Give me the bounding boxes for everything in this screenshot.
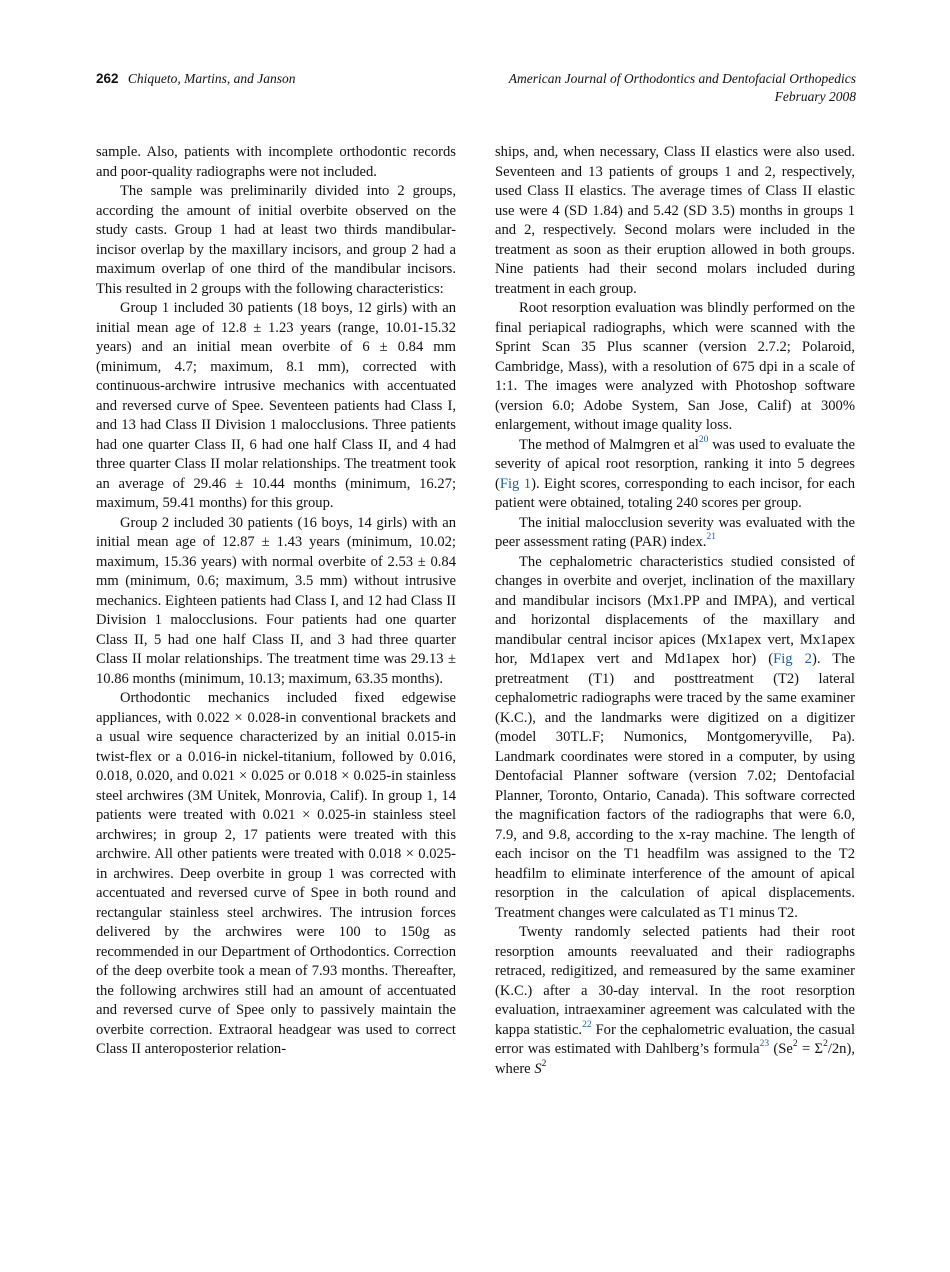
citation-20[interactable]: 20 bbox=[698, 434, 709, 445]
variable-s: S bbox=[534, 1060, 542, 1077]
paragraph: Root resorption evaluation was blindly performed on the final periapical radiographs, which were scanned with the Sprint Scan 35 Plus scanner (version 2.7.2; Polaroid, Cambridge, Mass), with a resolution of 675 dpi in a scale of 1:1. The images were analyzed with Photoshop software (version 6.0; Adobe System, San Jose, Calif) at 300% enlargement, without image quality loss. bbox=[495, 300, 855, 433]
citation-21[interactable]: 21 bbox=[706, 532, 716, 543]
text-run: Twenty randomly selected patients had their root resorption amounts reevaluated and their radiographs retraced, redigitized, and remeasured by the same examiner (K.C.) after a 30-day interval. In the root resorption evaluation, intraexaminer agreement was calculated with the kappa statistic. bbox=[495, 924, 855, 1038]
running-authors: Chiqueto, Martins, and Janson bbox=[127, 71, 296, 86]
superscript: 2 bbox=[541, 1058, 547, 1069]
paragraph: sample. Also, patients with incomplete orthodontic records and poor-quality radiographs were not included. bbox=[96, 144, 456, 180]
paragraph: Group 1 included 30 patients (18 boys, 12 girls) with an initial mean age of 12.8 ± 1.23 years (range, 10.01-15.32 years) and an initial mean overbite of 6 ± 0.84 mm (minimum, 4.7; maximum, 8.1 mm), corrected with continuous-archwire intrusive mechanics with accentuated and reversed curve of Spee. Seventeen patients had Class I, and 13 had Class II Division 1 malocclusions. Three patients had one quarter Class II, 6 had one half Class II, and 4 had three quarter Class II molar relationships. The treatment took an average of 29.46 ± 10.44 months (minimum, 16.27; maximum, 59.41 months) for this group. bbox=[96, 300, 456, 511]
paragraph: Orthodontic mechanics included fixed edgewise appliances, with 0.022 × 0.028-in conventional brackets and a usual wire sequence characterized by an initial 0.015-in twist-flex or a 0.016-in nickel-titanium, followed by 0.016, 0.018, 0.020, and 0.021 × 0.025 or 0.018 × 0.025-in stainless steel archwires (3M Unitek, Monrovia, Calif). In group 1, 14 patients were treated with 0.021 × 0.025-in stainless steel archwires; in group 2, 17 patients were treated with this archwire. All other patients were treated with 0.018 × 0.025-in archwires. Deep overbite in group 1 was corrected with accentuated and reversed curve of Spee in both round and rectangular stainless steel archwires. The intrusion forces delivered by the archwires were 100 to 150g as recommended in our Department of Orthodontics. Correction of the deep overbite took a mean of 7.93 months. Thereafter, the following archwires still had an amount of accentuated and reversed curve of Spee only to passively maintain the overbite correction. Extraoral headgear was used to correct Class II anteroposterior relation- bbox=[96, 690, 456, 1057]
page-number: 262 bbox=[96, 71, 119, 86]
paragraph: Group 2 included 30 patients (16 boys, 14 girls) with an initial mean age of 12.87 ± 1.43 years (minimum, 10.02; maximum, 15.36 years) with normal overbite of 2.53 ± 0.84 mm (minimum, 0.6; maximum, 3.5 mm) without intrusive mechanics. Eighteen patients had Class I, and 12 had Class II Division 1 malocclusions. Four patients had one quarter Class II, 5 had one half Class II, and 3 had three quarter Class II molar relationships. The treatment time was 29.13 ± 10.86 months (minimum, 10.13; maximum, 63.35 months). bbox=[96, 514, 456, 687]
superscript: 2 bbox=[792, 1039, 798, 1050]
figure-link-1[interactable]: Fig 1 bbox=[499, 475, 532, 492]
text-run: /2n), where bbox=[495, 1041, 855, 1077]
superscript: 2 bbox=[823, 1039, 828, 1050]
paragraph bbox=[495, 436, 855, 514]
text-run: ). The pretreatment (T1) and posttreatment (T2) lateral cephalometric radiographs were traced by the same examiner (K.C.), and the landmarks were digitized on a digitizer (model 30TL.F; Numonics, Montgomeryville, Pa). Landmark coordinates were stored in a computer, by using Dentofacial Planner software (version 7.02; Dentofacial Planner, Toronto, Ontario, Canada). This software corrected the magnification factors of the radiographs that were 6.0, 7.9, and 9.8, according to the x-ray machine. The length of each incisor on the T1 headfilm was assigned to the T2 headfilm to eliminate interference of the amount of apical resorption in the calculation of apical displacements. Treatment changes were calculated as T1 minus T2. bbox=[495, 651, 855, 921]
paragraph bbox=[495, 514, 855, 553]
figure-link-2[interactable]: Fig 2 bbox=[773, 651, 812, 667]
text-run: ). Eight scores, corresponding to each incisor, for each patient were obtained, totaling 240 scores per group. bbox=[495, 475, 855, 511]
running-header-left bbox=[96, 70, 476, 88]
text-run: The method of Malmgren et al bbox=[519, 436, 699, 453]
citation-23[interactable]: 23 bbox=[759, 1039, 770, 1050]
paragraph: The sample was preliminarily divided into 2 groups, according the amount of initial overbite observed on the study casts. Group 1 had at least two thirds mandibular-incisor overlap by the maxillary incisors, and group 2 had a maximum overlap of one third of the mandibular incisors. This resulted in 2 groups with the following characteristics: bbox=[96, 183, 456, 297]
citation-22[interactable]: 22 bbox=[582, 1019, 592, 1030]
journal-title: American Journal of Orthodontics and Dentofacial Orthopedics bbox=[508, 71, 856, 86]
text-run: = Σ bbox=[797, 1041, 824, 1057]
right-column bbox=[495, 143, 855, 1079]
text-run: The initial malocclusion severity was evaluated with the peer assessment rating (PAR) index. bbox=[495, 514, 855, 550]
paragraph bbox=[495, 923, 855, 1079]
text-run: The cephalometric characteristics studied consisted of changes in overbite and overjet, inclination of the maxillary and mandibular incisors (Mx1.PP and IMPA), and vertical and horizontal displacements of the maxillary and mandibular central incisor apices (Mx1apex vert, Mx1apex hor, Md1apex vert and Md1apex hor) ( bbox=[495, 553, 855, 667]
text-run: was used to evaluate the severity of apical root resorption, ranking it into 5 degrees ( bbox=[495, 436, 856, 492]
issue-date: February 2008 bbox=[774, 89, 856, 104]
left-column bbox=[96, 143, 456, 1060]
paragraph bbox=[495, 553, 855, 924]
paragraph: ships, and, when necessary, Class II elastics were also used. Seventeen and 13 patients of groups 1 and 2, respectively, used Class II elastics. The average times of Class II elastic use were 4 (SD 1.84) and 5.42 (SD 3.5) months in groups 1 and 2, respectively. Second molars were included in the treatment as soon as their eruption allowed in both groups. Nine patients had their second molars included during treatment in each group. bbox=[495, 144, 855, 297]
running-header-right bbox=[436, 70, 856, 106]
text-run: For the cephalometric evaluation, the casual error was estimated with Dahlberg’s formula bbox=[495, 1021, 855, 1057]
text-run: (Se bbox=[769, 1041, 793, 1057]
